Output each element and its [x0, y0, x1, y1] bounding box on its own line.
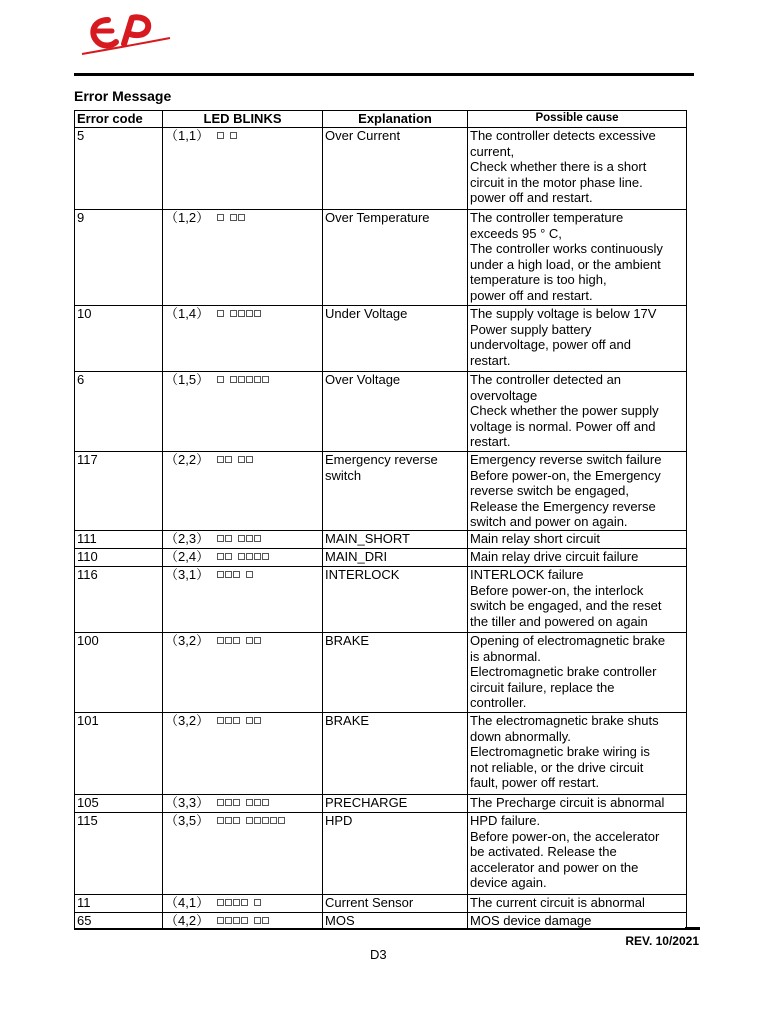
- blink-group-second: [254, 913, 270, 928]
- led-blink-icon: [262, 917, 269, 924]
- cause-line: MOS device damage: [470, 912, 592, 928]
- cause-line: be activated. Release the: [470, 844, 617, 860]
- error-code-cell: 115: [75, 812, 163, 894]
- led-blinks-cell: [163, 566, 323, 632]
- blink-pair-label: （2,2）: [165, 452, 210, 467]
- cause-line: Emergency reverse switch failure: [470, 452, 662, 467]
- led-blink-icon: [217, 817, 224, 824]
- explanation-cell: [323, 566, 468, 632]
- column-header-explanation: Explanation: [323, 111, 468, 128]
- explanation-line: BRAKE: [325, 712, 370, 728]
- blink-group-second: [246, 795, 270, 810]
- led-blink-icon: [233, 817, 240, 824]
- led-blink-icon: [230, 214, 237, 221]
- table-row: [75, 632, 687, 712]
- led-blink-icon: [225, 637, 232, 644]
- blink-pair-label: （3,2）: [165, 632, 210, 648]
- column-header-possible-cause: Possible cause: [468, 111, 687, 128]
- error-code-cell: 5: [75, 128, 163, 210]
- led-blinks-cell: [163, 548, 323, 566]
- led-blink-icon: [254, 376, 261, 383]
- led-blinks-cell: [163, 712, 323, 794]
- cause-line: The controller temperature: [470, 210, 624, 225]
- explanation-cell: [323, 712, 468, 794]
- explanation-line: MAIN_SHORT: [325, 530, 410, 546]
- ep-logo-icon: [78, 12, 178, 78]
- led-blink-icon: [225, 899, 232, 906]
- led-blink-icon: [217, 456, 224, 463]
- led-blink-icon: [233, 637, 240, 644]
- led-blink-icon: [230, 310, 237, 317]
- column-header-error-code: Error code: [75, 111, 163, 128]
- blink-group-second: [246, 813, 286, 828]
- blink-group-first: [217, 452, 233, 467]
- error-code-cell: 105: [75, 794, 163, 812]
- table-header-row: [75, 111, 687, 128]
- blink-group-first: [217, 813, 241, 828]
- blink-group-first: [217, 795, 241, 810]
- blink-group-first: [217, 567, 241, 582]
- blink-pair-label: （1,1）: [165, 128, 210, 143]
- page-title: Error Message: [74, 88, 172, 104]
- led-blink-icon: [246, 817, 253, 824]
- blink-pair-label: （3,1）: [165, 566, 210, 582]
- error-code-cell: 101: [75, 712, 163, 794]
- led-blinks-cell: [163, 894, 323, 912]
- possible-cause-cell: [468, 794, 687, 812]
- cause-line: Check whether the power supply: [470, 403, 659, 419]
- explanation-line: Current Sensor: [325, 894, 414, 910]
- led-blink-icon: [254, 717, 261, 724]
- led-blinks-cell: [163, 306, 323, 372]
- error-code-cell: 117: [75, 452, 163, 531]
- possible-cause-cell: [468, 210, 687, 306]
- cause-line: power off and restart.: [470, 190, 593, 206]
- table-row: [75, 712, 687, 794]
- explanation-cell: [323, 912, 468, 929]
- led-blink-icon: [233, 571, 240, 578]
- cause-line: Release the Emergency reverse: [470, 498, 656, 514]
- blink-group-second: [230, 210, 246, 225]
- cause-line: restart.: [470, 434, 511, 450]
- page-number: D3: [370, 947, 387, 962]
- explanation-line: Under Voltage: [325, 306, 408, 321]
- explanation-line: switch: [325, 467, 362, 483]
- cause-line: The supply voltage is below 17V: [470, 306, 657, 321]
- blink-group-first: [217, 210, 225, 225]
- possible-cause-cell: [468, 812, 687, 894]
- led-blink-icon: [254, 917, 261, 924]
- explanation-line: Over Voltage: [325, 372, 401, 387]
- led-blink-icon: [254, 310, 261, 317]
- explanation-cell: [323, 306, 468, 372]
- possible-cause-cell: [468, 894, 687, 912]
- cause-line: The current circuit is abnormal: [470, 894, 645, 910]
- cause-line: not reliable, or the drive circuit: [470, 759, 644, 775]
- table-row: [75, 452, 687, 531]
- led-blink-icon: [254, 799, 261, 806]
- possible-cause-cell: [468, 566, 687, 632]
- led-blink-icon: [217, 310, 224, 317]
- cause-line: Check whether there is a short: [470, 159, 647, 175]
- blink-group-second: [254, 895, 262, 910]
- explanation-cell: [323, 632, 468, 712]
- led-blink-icon: [233, 799, 240, 806]
- blink-group-first: [217, 306, 225, 321]
- blink-group-first: [217, 128, 225, 143]
- explanation-cell: [323, 210, 468, 306]
- blink-group-first: [217, 633, 241, 648]
- possible-cause-cell: [468, 632, 687, 712]
- led-blink-icon: [262, 817, 269, 824]
- blink-pair-label: （4,2）: [165, 912, 210, 928]
- explanation-cell: [323, 530, 468, 548]
- cause-line: The Precharge circuit is abnormal: [470, 794, 665, 810]
- led-blink-icon: [225, 817, 232, 824]
- led-blink-icon: [233, 917, 240, 924]
- cause-line: The controller detects excessive: [470, 128, 656, 143]
- possible-cause-cell: [468, 548, 687, 566]
- cause-line: HPD failure.: [470, 812, 541, 828]
- led-blink-icon: [246, 376, 253, 383]
- led-blink-icon: [238, 456, 245, 463]
- led-blink-icon: [254, 637, 261, 644]
- led-blink-icon: [246, 571, 253, 578]
- blink-group-second: [238, 531, 262, 546]
- revision-label: REV. 10/2021: [625, 934, 699, 948]
- possible-cause-cell: [468, 128, 687, 210]
- explanation-cell: [323, 548, 468, 566]
- table-row: [75, 912, 687, 929]
- led-blink-icon: [262, 799, 269, 806]
- blink-group-second: [246, 567, 254, 582]
- cause-line: Electromagnetic brake controller: [470, 664, 657, 680]
- led-blink-icon: [238, 214, 245, 221]
- cause-line: under a high load, or the ambient: [470, 256, 661, 272]
- cause-line: Opening of electromagnetic brake: [470, 632, 666, 648]
- explanation-cell: [323, 812, 468, 894]
- column-header-led-blinks: LED BLINKS: [163, 111, 323, 128]
- blink-pair-label: （4,1）: [165, 894, 210, 910]
- blink-group-second: [238, 452, 254, 467]
- blink-group-first: [217, 913, 249, 928]
- cause-line: INTERLOCK failure: [470, 566, 584, 582]
- led-blink-icon: [238, 553, 245, 560]
- explanation-line: MAIN_DRI: [325, 548, 388, 564]
- cause-line: current,: [470, 143, 515, 159]
- cause-line: Main relay drive circuit failure: [470, 548, 639, 564]
- explanation-cell: [323, 794, 468, 812]
- led-blink-icon: [217, 799, 224, 806]
- explanation-cell: [323, 128, 468, 210]
- error-code-cell: 100: [75, 632, 163, 712]
- led-blink-icon: [233, 899, 240, 906]
- led-blink-icon: [246, 717, 253, 724]
- error-code-cell: 9: [75, 210, 163, 306]
- explanation-line: BRAKE: [325, 632, 370, 648]
- led-blink-icon: [225, 456, 232, 463]
- possible-cause-cell: [468, 712, 687, 794]
- possible-cause-cell: [468, 306, 687, 372]
- led-blinks-cell: [163, 794, 323, 812]
- table-row: [75, 812, 687, 894]
- blink-group-second: [230, 128, 238, 143]
- explanation-line: Emergency reverse: [325, 452, 438, 467]
- explanation-line: Over Temperature: [325, 210, 430, 225]
- company-logo: [78, 12, 178, 78]
- cause-line: switch be engaged, and the reset: [470, 598, 662, 614]
- led-blink-icon: [278, 817, 285, 824]
- table-row: [75, 894, 687, 912]
- blink-pair-label: （2,4）: [165, 548, 210, 564]
- led-blinks-cell: [163, 912, 323, 929]
- led-blink-icon: [246, 456, 253, 463]
- led-blink-icon: [246, 637, 253, 644]
- table-bottom-rule: [74, 928, 700, 929]
- blink-group-second: [246, 713, 262, 728]
- cause-line: down abnormally.: [470, 728, 571, 744]
- table-row: [75, 210, 687, 306]
- blink-pair-label: （1,5）: [165, 372, 210, 387]
- table-row: [75, 794, 687, 812]
- error-code-cell: 11: [75, 894, 163, 912]
- led-blink-icon: [217, 214, 224, 221]
- cause-line: circuit failure, replace the: [470, 679, 615, 695]
- table-row: [75, 548, 687, 566]
- led-blink-icon: [246, 799, 253, 806]
- led-blink-icon: [246, 310, 253, 317]
- led-blink-icon: [225, 799, 232, 806]
- possible-cause-cell: [468, 452, 687, 531]
- led-blink-icon: [254, 817, 261, 824]
- explanation-line: INTERLOCK: [325, 566, 400, 582]
- led-blink-icon: [217, 637, 224, 644]
- led-blink-icon: [230, 132, 237, 139]
- led-blink-icon: [254, 899, 261, 906]
- cause-line: accelerator and power on the: [470, 859, 639, 875]
- led-blink-icon: [225, 917, 232, 924]
- explanation-cell: [323, 894, 468, 912]
- cause-line: reverse switch be engaged,: [470, 483, 629, 499]
- led-blink-icon: [225, 553, 232, 560]
- blink-group-second: [246, 633, 262, 648]
- blink-group-first: [217, 531, 233, 546]
- led-blinks-cell: [163, 210, 323, 306]
- error-code-cell: 116: [75, 566, 163, 632]
- led-blink-icon: [262, 553, 269, 560]
- cause-line: The controller detected an: [470, 372, 622, 387]
- cause-line: Power supply battery: [470, 321, 592, 337]
- error-message-table: [74, 110, 687, 930]
- cause-line: Electromagnetic brake wiring is: [470, 744, 650, 760]
- table-row: [75, 128, 687, 210]
- led-blink-icon: [217, 899, 224, 906]
- led-blink-icon: [254, 535, 261, 542]
- cause-line: Before power-on, the accelerator: [470, 828, 660, 844]
- led-blinks-cell: [163, 452, 323, 531]
- led-blinks-cell: [163, 128, 323, 210]
- possible-cause-cell: [468, 372, 687, 452]
- cause-line: Before power-on, the Emergency: [470, 467, 661, 483]
- led-blink-icon: [238, 310, 245, 317]
- cause-line: The controller works continuously: [470, 241, 663, 257]
- cause-line: temperature is too high,: [470, 272, 607, 288]
- led-blink-icon: [217, 717, 224, 724]
- cause-line: Before power-on, the interlock: [470, 582, 644, 598]
- explanation-cell: [323, 452, 468, 531]
- cause-line: exceeds 95 ° C,: [470, 225, 562, 241]
- blink-group-first: [217, 549, 233, 564]
- header-rule: [74, 73, 694, 76]
- cause-line: undervoltage, power off and: [470, 337, 631, 353]
- cause-line: switch and power on again.: [470, 514, 628, 530]
- led-blink-icon: [217, 535, 224, 542]
- blink-pair-label: （3,2）: [165, 712, 210, 728]
- led-blinks-cell: [163, 632, 323, 712]
- led-blink-icon: [225, 571, 232, 578]
- cause-line: is abnormal.: [470, 648, 541, 664]
- possible-cause-cell: [468, 530, 687, 548]
- cause-line: overvoltage: [470, 387, 538, 403]
- led-blink-icon: [241, 899, 248, 906]
- explanation-cell: [323, 372, 468, 452]
- explanation-line: PRECHARGE: [325, 794, 408, 810]
- blink-group-second: [238, 549, 270, 564]
- led-blink-icon: [233, 717, 240, 724]
- explanation-line: HPD: [325, 812, 353, 828]
- blink-group-first: [217, 895, 249, 910]
- table-row: [75, 566, 687, 632]
- table-row: [75, 530, 687, 548]
- blink-group-second: [230, 306, 262, 321]
- error-code-cell: 6: [75, 372, 163, 452]
- blink-pair-label: （1,4）: [165, 306, 210, 321]
- led-blink-icon: [262, 376, 269, 383]
- table-row: [75, 372, 687, 452]
- led-blink-icon: [246, 553, 253, 560]
- error-code-cell: 65: [75, 912, 163, 929]
- led-blink-icon: [217, 132, 224, 139]
- blink-group-first: [217, 372, 225, 387]
- possible-cause-cell: [468, 912, 687, 929]
- cause-line: voltage is normal. Power off and: [470, 418, 656, 434]
- led-blink-icon: [225, 535, 232, 542]
- led-blink-icon: [217, 553, 224, 560]
- error-code-cell: 111: [75, 530, 163, 548]
- error-code-cell: 110: [75, 548, 163, 566]
- blink-pair-label: （2,3）: [165, 530, 210, 546]
- blink-pair-label: （3,3）: [165, 794, 210, 810]
- table-bottom-rule-accent: [685, 927, 700, 930]
- explanation-line: Over Current: [325, 128, 401, 143]
- cause-line: device again.: [470, 875, 547, 891]
- cause-line: The electromagnetic brake shuts: [470, 712, 659, 728]
- cause-line: restart.: [470, 352, 511, 368]
- led-blink-icon: [241, 917, 248, 924]
- blink-group-second: [230, 372, 270, 387]
- blink-pair-label: （3,5）: [165, 812, 210, 828]
- table-body: [75, 128, 687, 930]
- led-blinks-cell: [163, 372, 323, 452]
- led-blink-icon: [238, 376, 245, 383]
- led-blink-icon: [225, 717, 232, 724]
- led-blink-icon: [217, 917, 224, 924]
- cause-line: the tiller and powered on again: [470, 613, 648, 629]
- blink-pair-label: （1,2）: [165, 210, 210, 225]
- led-blink-icon: [217, 571, 224, 578]
- error-code-cell: 10: [75, 306, 163, 372]
- explanation-line: MOS: [325, 912, 355, 928]
- led-blink-icon: [246, 535, 253, 542]
- cause-line: circuit in the motor phase line.: [470, 174, 643, 190]
- table-row: [75, 306, 687, 372]
- led-blink-icon: [254, 553, 261, 560]
- led-blink-icon: [230, 376, 237, 383]
- led-blink-icon: [238, 535, 245, 542]
- led-blink-icon: [270, 817, 277, 824]
- cause-line: fault, power off restart.: [470, 775, 600, 791]
- blink-group-first: [217, 713, 241, 728]
- cause-line: power off and restart.: [470, 287, 593, 303]
- cause-line: Main relay short circuit: [470, 530, 601, 546]
- led-blinks-cell: [163, 812, 323, 894]
- led-blink-icon: [217, 376, 224, 383]
- cause-line: controller.: [470, 695, 527, 711]
- led-blinks-cell: [163, 530, 323, 548]
